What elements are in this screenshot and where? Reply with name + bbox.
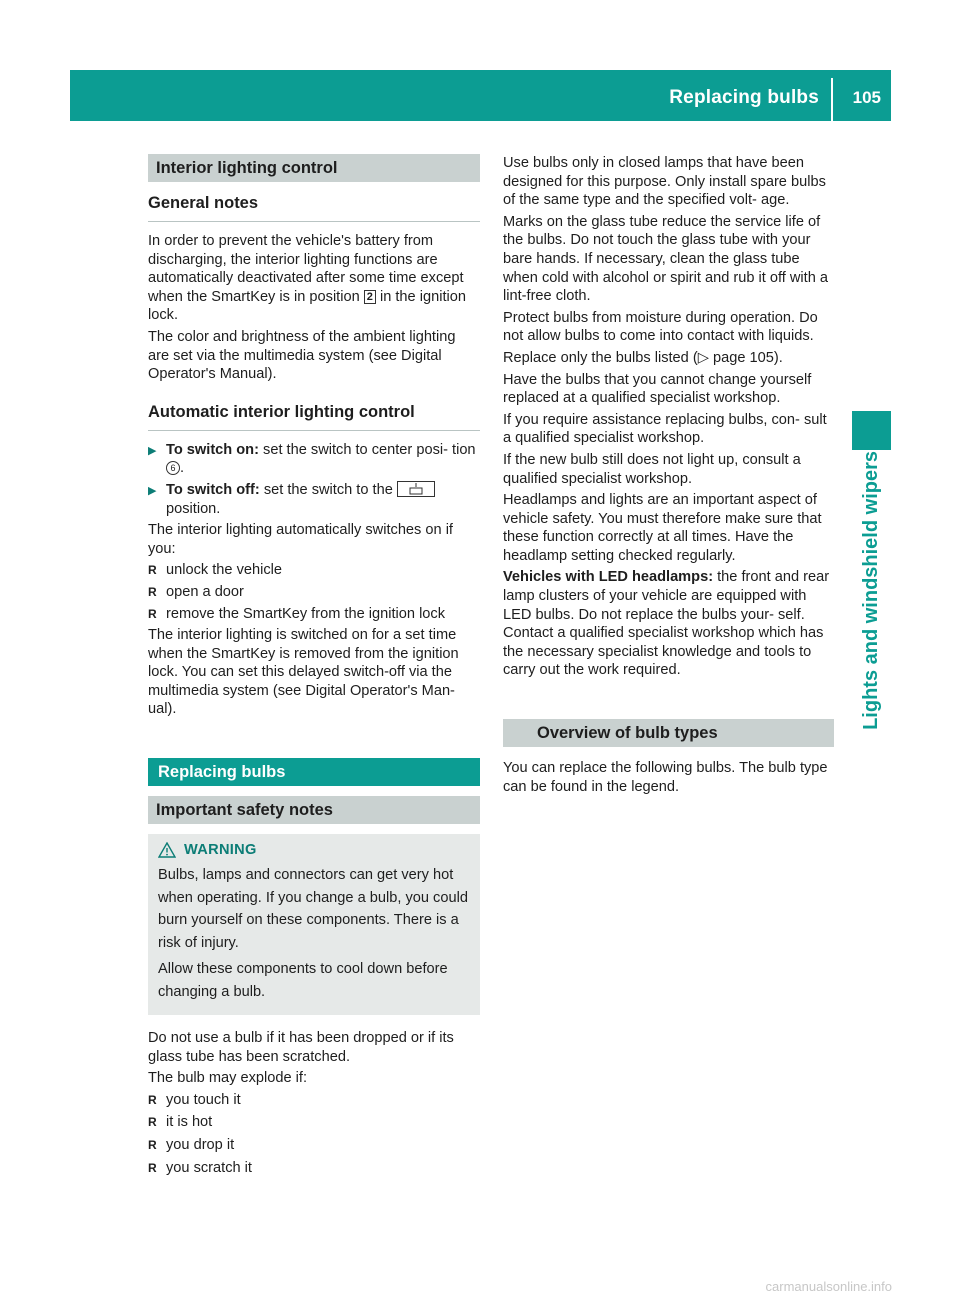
text-segment: . [180,460,185,477]
list-item-text: open a door [166,583,244,600]
list-item [148,1159,480,1178]
led-paragraph [503,568,834,680]
section-heading-overview-text: Overview of bulb types [537,724,718,743]
list-item [148,1136,480,1155]
header-bar [70,70,891,121]
warning-paragraph-1: Bulbs, lamps and connectors can get very hot when operating. If you change a bulb, you could burn yourself on these components. There is a risk of injury. [158,867,468,951]
bullet-icon: R [148,563,157,578]
warning-title [158,842,472,858]
list-item-text: remove the SmartKey from the ignition lock [166,605,446,622]
side-chapter-label [852,451,891,730]
bullet-icon: R [148,1092,157,1107]
step-switch-on [148,441,480,478]
right-paragraph-8: Headlamps and lights are an important aspect of vehicle safety. You must therefore make sure that these function correctly at all times. Have the headlamp setting checked regularly. [503,492,822,564]
section-heading-safety [148,796,480,824]
warning-paragraph-2: Allow these components to cool down before changing a bulb. [158,961,448,1000]
watermark: carmanualsonline.info [765,1279,892,1294]
header-title: Replacing bulbs [669,87,819,108]
right-paragraph-5: Have the bulbs that you cannot change yourself replaced at a qualified specialist workshop. [503,371,812,407]
drop-paragraph: Do not use a bulb if it has been dropped or if its glass tube has been scratched. [148,1030,454,1065]
list-item-text: you drop it [166,1137,235,1154]
auto-paragraph: The interior lighting automatically switches on if you: [148,522,453,557]
text-segment: position. [166,500,221,517]
side-chapter-text: Lights and windshield wipers [860,451,882,730]
spacer [503,747,834,759]
text-segment: set the switch to the [263,481,393,498]
page-number: 105 [852,88,881,107]
right-paragraph-1: Use bulbs only in closed lamps that have been designed for this purpose. Only install spare bulbs of the same type and the specified volt- age. [503,155,826,209]
led-label: Vehicles with LED headlamps: [503,569,714,586]
step-arrow-icon: ▶ [148,484,157,497]
text-segment: In order to prevent the vehicle's battery from discharging, the interior lighting functions are automatically deactivated after some time except when the SmartKey is in position [148,233,464,305]
general-notes-paragraph-1 [148,232,480,325]
right-paragraph-2: Marks on the glass tube reduce the service life of the bulbs. Do not touch the glass tube with your bare hands. If necessary, clean the glass tube when cold with alcohol or spirit and rub it off with a lint-free cloth. [503,213,829,305]
step-switch-off [148,481,480,518]
list-item-text: it is hot [166,1114,213,1131]
led-text: the front and rear lamp clusters of your vehicle are equipped with LED bulbs. Do not replace the bulbs your- self. Contact a qualified specialist workshop which has the necessary specialist knowledge and tools to carry out the work required. [503,569,830,679]
step-text [166,441,480,478]
section-heading-overview [503,719,834,747]
section-heading-interior-text: Interior lighting control [156,159,338,177]
warning-box [148,834,480,1015]
list-item-text: you scratch it [166,1159,252,1176]
section-heading-replacing: Replacing bulbs [148,758,480,786]
bullet-icon: R [148,584,157,599]
list-item [148,583,480,602]
list-item [148,1113,480,1132]
warning-title-text: WARNING [184,842,257,859]
bullet-icon: R [148,1160,157,1175]
list-item-text: unlock the vehicle [166,562,283,579]
bullet-icon: R [148,606,157,621]
overview-paragraph: You can replace the following bulbs. The bulb type can be found in the legend. [503,760,828,795]
right-column [503,154,834,799]
bullet-icon: R [148,1138,157,1153]
right-paragraph-3: Protect bulbs from moisture during operation. Do not allow bulbs to come into contact with liquids. [503,309,818,345]
spacer [503,683,834,719]
side-tab-marker [852,411,891,450]
explode-paragraph: The bulb may explode if: [148,1070,307,1087]
right-paragraph-7: If the new bulb still does not light up, consult a qualified specialist workshop. [503,451,801,487]
circled-number-icon: 6 [166,461,180,475]
right-paragraph-6: If you require assistance replacing bulbs, con- sult a qualified specialist workshop. [503,411,827,447]
step-label: To switch on: [166,441,259,458]
step-arrow-icon: ▶ [148,444,157,457]
interior-light-off-icon [397,481,435,497]
left-column [148,154,480,1181]
explode-bullet-list [148,1091,480,1177]
general-notes-paragraph-2: The color and brightness of the ambient lighting are set via the multimedia system (see Digital Operator's Manual). [148,328,456,383]
warning-triangle-icon [158,842,176,858]
section-heading-interior [148,154,480,182]
header-divider [831,78,833,121]
auto-bullet-list [148,561,480,623]
list-item-text: you touch it [166,1091,241,1108]
key-position-symbol: 2 [364,290,376,304]
list-item [148,605,480,624]
spacer [148,722,480,758]
step-label: To switch off: [166,481,260,498]
list-item [148,561,480,580]
text-segment: set the switch to center posi- tion [263,441,476,458]
auto-paragraph-2: The interior lighting is switched on for a set time when the SmartKey is removed from the ignition lock. You can set this delayed switch-off via the multimedia system (see Digital Operator's Man- ual). [148,627,459,718]
section-heading-safety-text: Important safety notes [156,801,333,820]
list-item [148,1091,480,1110]
step-text [166,481,480,518]
text-segment: in the ignition lock. [148,288,466,324]
subheading-general-notes: General notes [148,182,480,222]
right-paragraph-4: Replace only the bulbs listed (▷ page 105). [503,349,783,366]
subheading-automatic: Automatic interior lighting control [148,387,480,431]
bullet-icon: R [148,1115,157,1130]
